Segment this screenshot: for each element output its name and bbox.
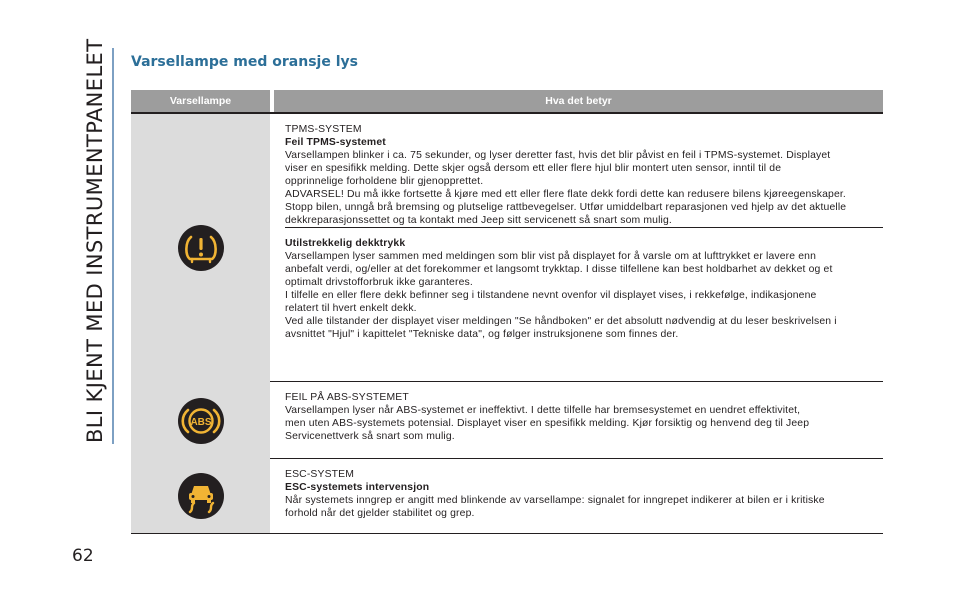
abs-icon-label: ABS [189, 416, 212, 428]
description-cell [270, 459, 883, 533]
line: Varsellampen blinker i ca. 75 sekunder, og lyser deretter fast, hvis det blir påvist en feil i TPMS-systemet. Displayet [285, 150, 831, 161]
line: dekkreparasjonssettet og ta kontakt med Jeep sitt servicenett så snart som mulig. [285, 215, 672, 226]
description-block [285, 459, 883, 529]
line: Når systemets inngrep er angitt med blinkende av varsellampe: signalet for inngrepet indikerer at bilen er i kritiske [285, 495, 825, 506]
abs-warning-icon [173, 396, 229, 446]
table-header [131, 90, 883, 114]
line: optimalt drivstofforbruk ikke garanteres. [285, 277, 473, 288]
line: Servicenettverk så snart som mulig. [285, 431, 455, 442]
table-row [131, 382, 883, 459]
line: FEIL PÅ ABS-SYSTEMET [285, 392, 409, 403]
description-block [285, 228, 883, 350]
tpms-warning-icon [176, 223, 226, 273]
line: men uten ABS-systemets potensial. Displayet viser en spesifikk melding. Kjør forsiktig og henvend deg til Jeep [285, 418, 810, 429]
chapter-side-title: BLI KJENT MED INSTRUMENTPANELET [83, 38, 107, 443]
icon-cell [131, 459, 270, 533]
table-row [131, 114, 883, 382]
line: ESC-SYSTEM [285, 469, 355, 480]
line: ADVARSEL! Du må ikke fortsette å kjøre med ett eller flere flate dekk fordi dette kan redusere bilens kjøreegenskaper. [285, 189, 846, 200]
line: I tilfelle en eller flere dekk befinner seg i tilstandene nevnt ovenfor vil displayet vises, i rekkefølge, indikasjonene [285, 290, 817, 301]
section-title: Varsellampe med oransje lys [131, 54, 358, 70]
icon-cell [131, 114, 270, 382]
chapter-rule [112, 48, 114, 444]
line: anbefalt verdi, og/eller at det forekommer et langsomt trykktap. I disse tilfellene kan best holdbarhet av dekket og et [285, 264, 833, 275]
icon-cell [131, 382, 270, 459]
table-bottom-rule [131, 533, 883, 534]
table-row [131, 459, 883, 533]
description-block [285, 382, 883, 452]
line: opprinnelige forholdene blir gjenopprettet. [285, 176, 484, 187]
line: avsnittet "Hjul" i kapittelet "Tekniske data", og følger instruksjonene som finnes der. [285, 329, 679, 340]
description-cell [270, 114, 883, 382]
esc-skid-icon [176, 471, 226, 521]
line: Ved alle tilstander der displayet viser meldingen "Se håndboken" er det absolutt nødvendig at du leser beskrivelsen i [285, 316, 837, 327]
description-cell [270, 382, 883, 459]
line: Utilstrekkelig dekktrykk [285, 238, 406, 249]
warning-lamp-table [131, 90, 883, 534]
line: viser en spesifikk melding. Dette skjer også dersom ett eller flere hjul blir montert uten sensor, inntil til de [285, 163, 782, 174]
line: Varsellampen lyser sammen med meldingen som blir vist på displayet for å varsle om at lufttrykket er lavere enn [285, 251, 817, 262]
line: forhold når det gjelder stabilitet og grep. [285, 508, 475, 519]
page-number: 62 [72, 546, 94, 566]
header-lamp: Varsellampe [131, 90, 270, 112]
line: Varsellampen lyser når ABS-systemet er ineffektivt. I dette tilfelle har bremsesystemet en uendret effektivitet, [285, 405, 801, 416]
line: TPMS-SYSTEM [285, 124, 362, 135]
line: Stopp bilen, unngå brå bremsing og plutselige rattbevegelser. Utfør umiddelbart reparasjonen ved hjelp av det aktuelle [285, 202, 847, 213]
header-meaning: Hva det betyr [274, 90, 883, 112]
line: ESC-systemets intervensjon [285, 482, 430, 493]
line: Feil TPMS-systemet [285, 137, 386, 148]
description-block [285, 114, 883, 227]
line: relatert til hvert enkelt dekk. [285, 303, 417, 314]
